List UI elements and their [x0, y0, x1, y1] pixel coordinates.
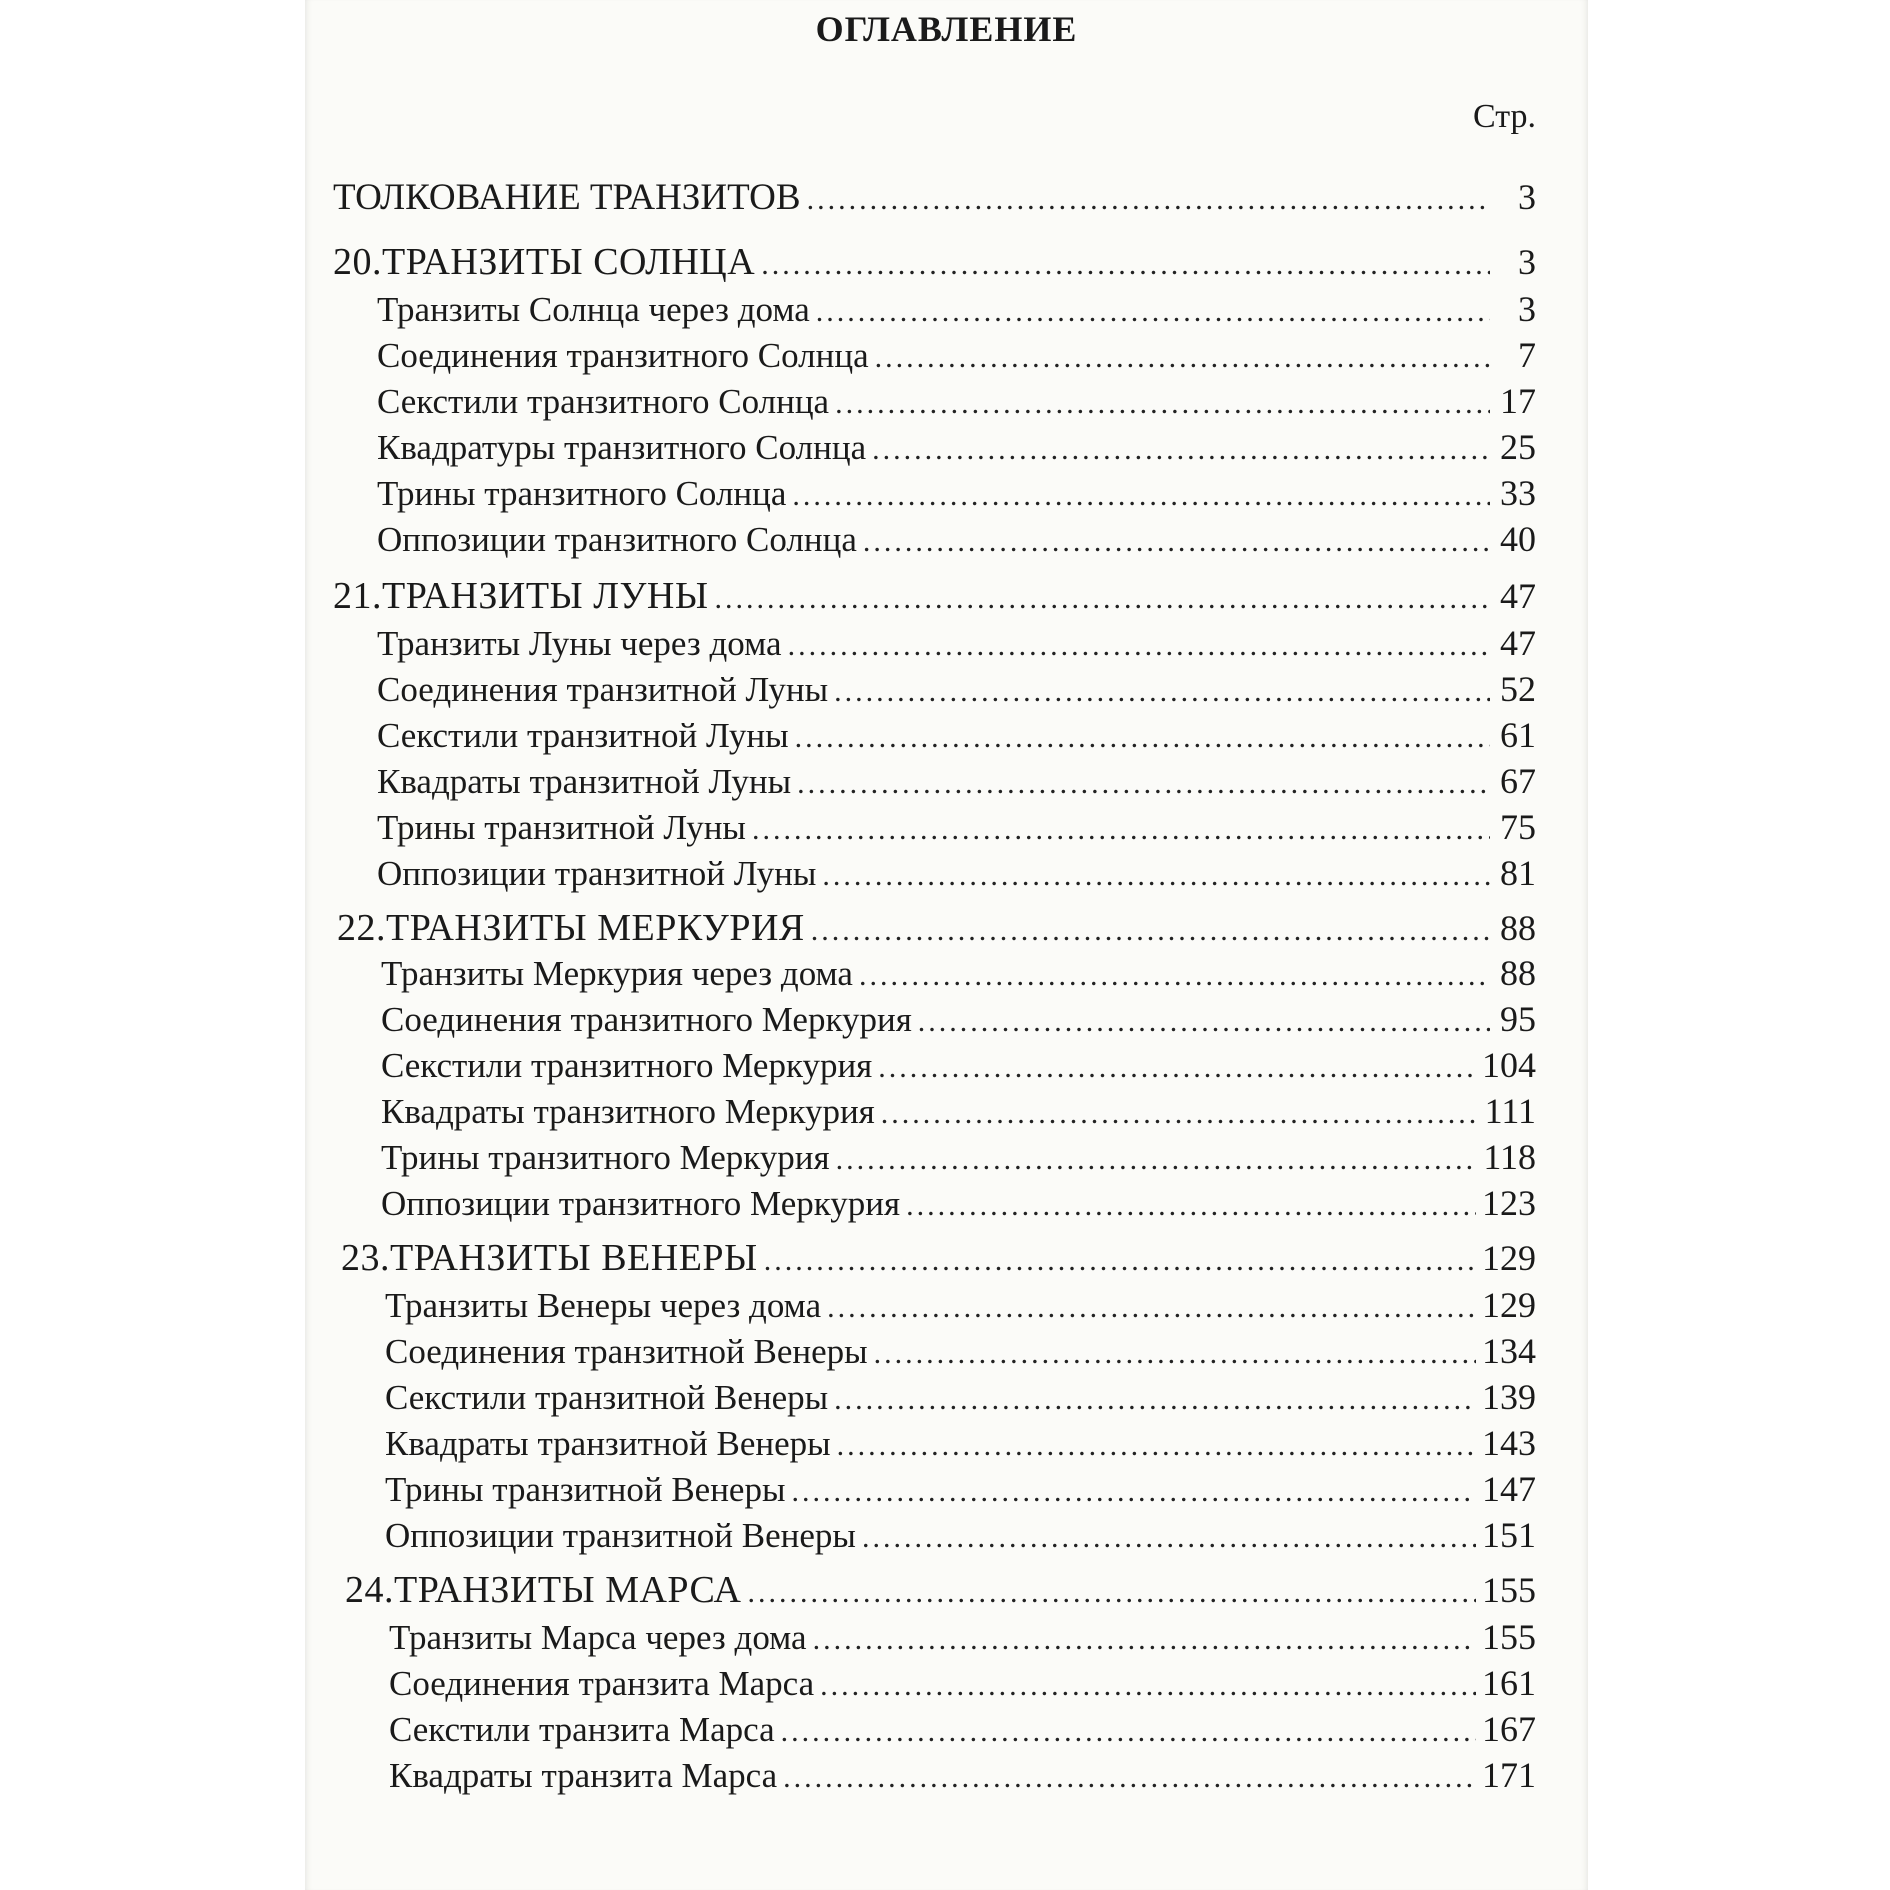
page-column-header: Стр. — [1472, 98, 1536, 135]
dot-leader — [836, 1143, 1478, 1179]
toc-subentry — [381, 1090, 1536, 1133]
dot-leader — [827, 1291, 1476, 1327]
toc-subentry — [389, 1754, 1536, 1797]
toc-page-number: 118 — [1483, 1137, 1536, 1177]
toc-entry-label: Оппозиции транзитного Меркурия — [381, 1184, 901, 1223]
dot-leader — [791, 1475, 1476, 1511]
dot-leader — [781, 1715, 1476, 1751]
page-title: ОГЛАВЛЕНИЕ — [815, 9, 1078, 49]
dot-leader — [811, 914, 1490, 950]
toc-entry-label: Квадраты транзитной Венеры — [385, 1424, 831, 1463]
toc-subentry — [377, 852, 1536, 895]
toc-subentry — [385, 1284, 1536, 1327]
toc-chapter-entry — [341, 1236, 1536, 1280]
toc-page-number: 139 — [1482, 1377, 1536, 1417]
dot-leader — [797, 767, 1490, 803]
toc-subentry — [377, 380, 1536, 423]
dot-leader — [906, 1189, 1476, 1225]
toc-page-number: 155 — [1482, 1617, 1536, 1657]
dot-leader — [863, 525, 1490, 561]
toc-entry-label: Соединения транзитной Луны — [377, 670, 829, 709]
toc-page-number: 161 — [1482, 1663, 1536, 1703]
toc-entry-label: Секстили транзитной Луны — [377, 716, 789, 755]
toc-entry-label: Транзиты Солнца через дома — [377, 290, 810, 329]
toc-page-number: 171 — [1482, 1755, 1536, 1795]
toc-chapter-entry — [333, 176, 1536, 219]
toc-subentry — [385, 1330, 1536, 1373]
dot-leader — [816, 295, 1490, 331]
dot-leader — [875, 341, 1490, 377]
toc-entry-label: 23.ТРАНЗИТЫ ВЕНЕРЫ — [341, 1237, 758, 1279]
toc-entry-label: Оппозиции транзитной Луны — [377, 854, 817, 893]
dot-leader — [788, 629, 1490, 665]
dot-leader — [822, 859, 1490, 895]
dot-leader — [837, 1429, 1476, 1465]
toc-page-number: 143 — [1482, 1423, 1536, 1463]
toc-page-number: 155 — [1482, 1570, 1536, 1610]
toc-page-number: 167 — [1482, 1709, 1536, 1749]
toc-page-number: 40 — [1500, 519, 1536, 559]
dot-leader — [813, 1623, 1476, 1659]
dot-leader — [834, 1383, 1476, 1419]
dot-leader — [820, 1669, 1476, 1705]
dot-leader — [795, 721, 1490, 757]
toc-page-number: 81 — [1500, 853, 1536, 893]
toc-subentry — [377, 806, 1536, 849]
dot-leader — [752, 813, 1490, 849]
toc-page-number: 3 — [1518, 289, 1536, 329]
toc-subentry — [389, 1616, 1536, 1659]
book-page — [305, 0, 1588, 1890]
toc-subentry — [377, 622, 1536, 665]
toc-page-number: 88 — [1500, 908, 1536, 948]
toc-page-number: 95 — [1500, 999, 1536, 1039]
toc-entry-label: Квадраты транзита Марса — [389, 1756, 778, 1795]
toc-subentry — [377, 518, 1536, 561]
toc-subentry — [377, 334, 1536, 377]
toc-page-number: 47 — [1500, 576, 1536, 616]
toc-entry-label: Секстили транзитной Венеры — [385, 1378, 829, 1417]
toc-page-number: 3 — [1518, 242, 1536, 282]
toc-page-number: 147 — [1482, 1469, 1536, 1509]
dot-leader — [862, 1521, 1476, 1557]
toc-subentry — [385, 1468, 1536, 1511]
toc-subentry — [381, 1044, 1536, 1087]
toc-entry-label: Транзиты Марса через дома — [389, 1618, 807, 1657]
toc-entry-label: 21.ТРАНЗИТЫ ЛУНЫ — [333, 575, 709, 617]
toc-entry-label: Квадраты транзитного Меркурия — [381, 1092, 875, 1131]
toc-entry-label: Оппозиции транзитной Венеры — [385, 1516, 856, 1555]
toc-entry-label: Секстили транзитного Меркурия — [381, 1046, 873, 1085]
toc-entry-label: Трины транзитной Луны — [377, 808, 746, 847]
toc-subentry — [385, 1422, 1536, 1465]
toc-page-number: 151 — [1482, 1515, 1536, 1555]
toc-chapter-entry — [333, 574, 1536, 618]
toc-subentry — [381, 952, 1536, 995]
dot-leader — [859, 959, 1490, 995]
toc-entry-label: 24.ТРАНЗИТЫ МАРСА — [345, 1569, 742, 1611]
dot-leader — [807, 183, 1490, 219]
toc-subentry — [385, 1376, 1536, 1419]
toc-subentry — [389, 1662, 1536, 1705]
toc-page-number: 75 — [1500, 807, 1536, 847]
toc-chapter-entry — [337, 906, 1536, 950]
dot-leader — [747, 1576, 1476, 1612]
toc-page-number: 61 — [1500, 715, 1536, 755]
toc-page-number: 104 — [1482, 1045, 1536, 1085]
toc-entry-label: Соединения транзитной Венеры — [385, 1332, 868, 1371]
toc-entry-label: Секстили транзитного Солнца — [377, 382, 830, 421]
toc-page-number: 47 — [1500, 623, 1536, 663]
toc-subentry — [389, 1708, 1536, 1751]
toc-entry-label: Секстили транзита Марса — [389, 1710, 775, 1749]
toc-entry-label: Соединения транзитного Солнца — [377, 336, 869, 375]
toc-entry-label: ТОЛКОВАНИЕ ТРАНЗИТОВ — [333, 177, 801, 218]
dot-leader — [918, 1005, 1490, 1041]
dot-leader — [834, 675, 1490, 711]
toc-entry-label: Трины транзитного Меркурия — [381, 1138, 830, 1177]
toc-page-number: 123 — [1482, 1183, 1536, 1223]
toc-entry-label: 22.ТРАНЗИТЫ МЕРКУРИЯ — [337, 907, 805, 949]
toc-subentry — [381, 1182, 1536, 1225]
toc-page-number: 111 — [1484, 1091, 1536, 1131]
toc-subentry — [377, 714, 1536, 757]
toc-subentry — [381, 1136, 1536, 1179]
toc-page-number: 17 — [1500, 381, 1536, 421]
toc-page-number: 7 — [1518, 335, 1536, 375]
toc-entry-label: Трины транзитной Венеры — [385, 1470, 786, 1509]
dot-leader — [872, 433, 1490, 469]
toc-subentry — [377, 426, 1536, 469]
toc-entry-label: Квадратуры транзитного Солнца — [377, 428, 867, 467]
toc-page-number: 67 — [1500, 761, 1536, 801]
toc-entry-label: Квадраты транзитной Луны — [377, 762, 792, 801]
dot-leader — [792, 479, 1490, 515]
toc-subentry — [381, 998, 1536, 1041]
toc-entry-label: Трины транзитного Солнца — [377, 474, 787, 513]
toc-entry-label: Транзиты Венеры через дома — [385, 1286, 822, 1325]
toc-subentry — [377, 668, 1536, 711]
dot-leader — [764, 1244, 1476, 1280]
toc-page-number: 52 — [1500, 669, 1536, 709]
toc-page-number: 134 — [1482, 1331, 1536, 1371]
toc-entry-label: Соединения транзитного Меркурия — [381, 1000, 912, 1039]
dot-leader — [783, 1761, 1476, 1797]
toc-entry-label: Транзиты Луны через дома — [377, 624, 782, 663]
dot-leader — [835, 387, 1490, 423]
toc-page-number: 3 — [1518, 177, 1536, 217]
toc-page-number: 88 — [1500, 953, 1536, 993]
dot-leader — [761, 248, 1490, 284]
toc-subentry — [377, 472, 1536, 515]
toc-page-number: 33 — [1500, 473, 1536, 513]
toc-subentry — [385, 1514, 1536, 1557]
toc-entry-label: Транзиты Меркурия через дома — [381, 954, 853, 993]
dot-leader — [878, 1051, 1476, 1087]
toc-subentry — [377, 760, 1536, 803]
toc-chapter-entry — [345, 1568, 1536, 1612]
toc-page-number: 129 — [1482, 1238, 1536, 1278]
toc-page-number: 129 — [1482, 1285, 1536, 1325]
dot-leader — [714, 582, 1490, 618]
toc-page-number: 25 — [1500, 427, 1536, 467]
toc-subentry — [377, 288, 1536, 331]
dot-leader — [874, 1337, 1476, 1373]
toc-entry-label: 20.ТРАНЗИТЫ СОЛНЦА — [333, 241, 756, 283]
dot-leader — [881, 1097, 1479, 1133]
toc-chapter-entry — [333, 240, 1536, 284]
toc-entry-label: Соединения транзита Марса — [389, 1664, 815, 1703]
toc-entry-label: Оппозиции транзитного Солнца — [377, 520, 857, 559]
